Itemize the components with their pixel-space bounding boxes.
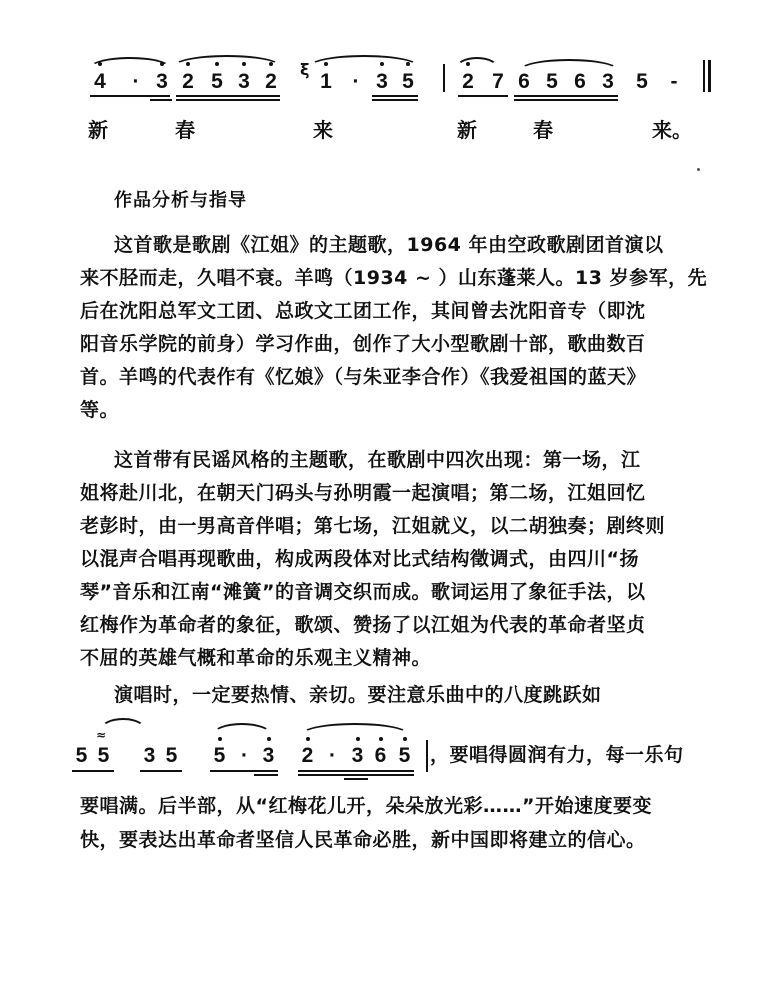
high-octave-dot-icon <box>324 62 328 66</box>
barline <box>426 740 428 772</box>
note: 7 <box>492 70 504 93</box>
section-heading: 作品分析与指导 <box>114 190 247 211</box>
high-octave-dot-icon <box>218 737 222 741</box>
high-octave-dot-icon <box>215 62 219 66</box>
beam-line <box>298 770 414 772</box>
high-octave-dot-icon <box>356 737 360 741</box>
beam-line <box>176 99 280 101</box>
note: 3 <box>374 70 390 94</box>
note: 3 <box>350 744 365 768</box>
note: 3 <box>143 744 156 767</box>
trill-mark-icon: ≈ <box>96 728 107 742</box>
note: - <box>670 70 678 93</box>
lyric-syllable: 新 <box>457 118 477 142</box>
beam-line <box>372 95 418 97</box>
beam-line <box>372 99 418 101</box>
text-line: 以混声合唱再现歌曲，构成两段体对比式结构徵调式，由四川“扬 <box>80 548 639 570</box>
beam-line <box>72 770 114 772</box>
note: 6 <box>518 70 530 93</box>
text-line: 老彭时，由一男高音伴唱；第七场，江姐就义，以二胡独奏；剧终则 <box>80 515 666 537</box>
text-line: 这首歌是歌剧《江姐》的主题歌，1964 年由空政歌剧团首演以 <box>114 234 664 256</box>
beam-line <box>298 774 414 776</box>
beam-line <box>150 99 172 101</box>
lyric-syllable: 新 <box>88 118 108 142</box>
note: 2 <box>300 744 315 768</box>
beam-line <box>176 95 280 97</box>
final-barline <box>703 60 705 92</box>
text-line: 来不胫而走，久唱不衰。羊鸣（1934 ~ ）山东蓬莱人。13 岁参军，先 <box>80 267 708 289</box>
beam-line <box>458 95 508 97</box>
slur <box>212 723 272 735</box>
beam-line <box>344 778 368 780</box>
high-octave-dot-icon <box>380 62 384 66</box>
note: 5 <box>546 70 558 93</box>
high-octave-dot-icon <box>269 62 273 66</box>
note: · <box>241 744 248 767</box>
note: 5 <box>165 744 178 767</box>
note: · <box>329 744 336 767</box>
final-barline <box>708 60 711 92</box>
text-line: 这首带有民谣风格的主题歌，在歌剧中四次出现：第一场，江 <box>114 449 641 471</box>
lyric-syllable: 来 <box>313 118 333 142</box>
beam-line <box>140 770 182 772</box>
high-octave-dot-icon <box>403 737 407 741</box>
note: 5 <box>400 70 416 94</box>
high-octave-dot-icon <box>242 62 246 66</box>
high-octave-dot-icon <box>98 62 102 66</box>
note: 5 <box>397 744 412 768</box>
slur <box>300 723 410 735</box>
note: · <box>132 70 140 93</box>
high-octave-dot-icon <box>406 62 410 66</box>
note: 3 <box>154 70 170 94</box>
high-octave-dot-icon <box>379 737 383 741</box>
barline <box>443 64 445 92</box>
note: 5 <box>212 744 227 768</box>
high-octave-dot-icon <box>160 62 164 66</box>
note: 3 <box>261 744 276 768</box>
lyric-syllable: 春 <box>175 118 195 142</box>
scan-speck <box>697 168 700 171</box>
score-line <box>0 0 780 110</box>
slur <box>455 57 499 69</box>
text-line: ，要唱得圆润有力，每一乐句 <box>430 744 684 766</box>
text-line: 红梅作为革命者的象征，歌颂、赞扬了以江姐为代表的革命者坚贞 <box>80 614 646 636</box>
beam-line <box>514 99 618 101</box>
lyric-syllable: 来。 <box>652 118 692 142</box>
text-line: 后在沈阳总军文工团、总政文工团工作，其间曾去沈阳音专（即沈 <box>80 300 646 322</box>
note: 3 <box>602 70 614 93</box>
note: 2 <box>263 70 279 94</box>
note: 5 <box>209 70 225 94</box>
note: 2 <box>180 70 196 94</box>
text-line: 不屈的英雄气概和革命的乐观主义精神。 <box>80 647 432 669</box>
text-line: 要唱满。后半部，从“红梅花儿开，朵朵放光彩……”开始速度要变 <box>80 795 652 817</box>
text-line: 姐将赴川北，在朝天门码头与孙明霞一起演唱；第二场，江姐回忆 <box>80 482 646 504</box>
note: 1 <box>318 70 334 94</box>
high-octave-dot-icon <box>466 62 470 66</box>
note: 6 <box>574 70 586 93</box>
text-line: 首。羊鸣的代表作有《忆娘》（与朱亚李合作）《我爱祖国的蓝天》 <box>80 366 647 388</box>
high-octave-dot-icon <box>267 737 271 741</box>
note: 5 <box>97 744 110 767</box>
text-line: 琴”音乐和江南“滩簧”的音调交织而成。歌词运用了象征手法，以 <box>80 581 646 603</box>
text-line: 演唱时，一定要热情、亲切。要注意乐曲中的八度跳跃如 <box>114 684 602 706</box>
note: · <box>352 70 360 93</box>
beam-line <box>514 95 618 97</box>
note: 5 <box>636 70 648 93</box>
note: 5 <box>75 744 88 767</box>
beam-line <box>254 774 278 776</box>
beam-line <box>210 770 278 772</box>
high-octave-dot-icon <box>186 62 190 66</box>
note: 2 <box>460 70 476 94</box>
text-line: 等。 <box>80 399 120 421</box>
note: 6 <box>373 744 388 768</box>
inline-notation <box>0 700 780 780</box>
slur <box>100 718 146 730</box>
note: 4 <box>92 70 108 94</box>
text-line: 快，要表达出革命者坚信人民革命必胜，新中国即将建立的信心。 <box>80 829 646 851</box>
grace-note-mark-icon: ξ <box>300 60 310 79</box>
note: 3 <box>236 70 252 94</box>
high-octave-dot-icon <box>306 737 310 741</box>
lyric-syllable: 春 <box>533 118 553 142</box>
text-line: 阳音乐学院的前身）学习作曲，创作了大小型歌剧十部，歌曲数百 <box>80 333 646 355</box>
beam-line <box>90 95 170 97</box>
